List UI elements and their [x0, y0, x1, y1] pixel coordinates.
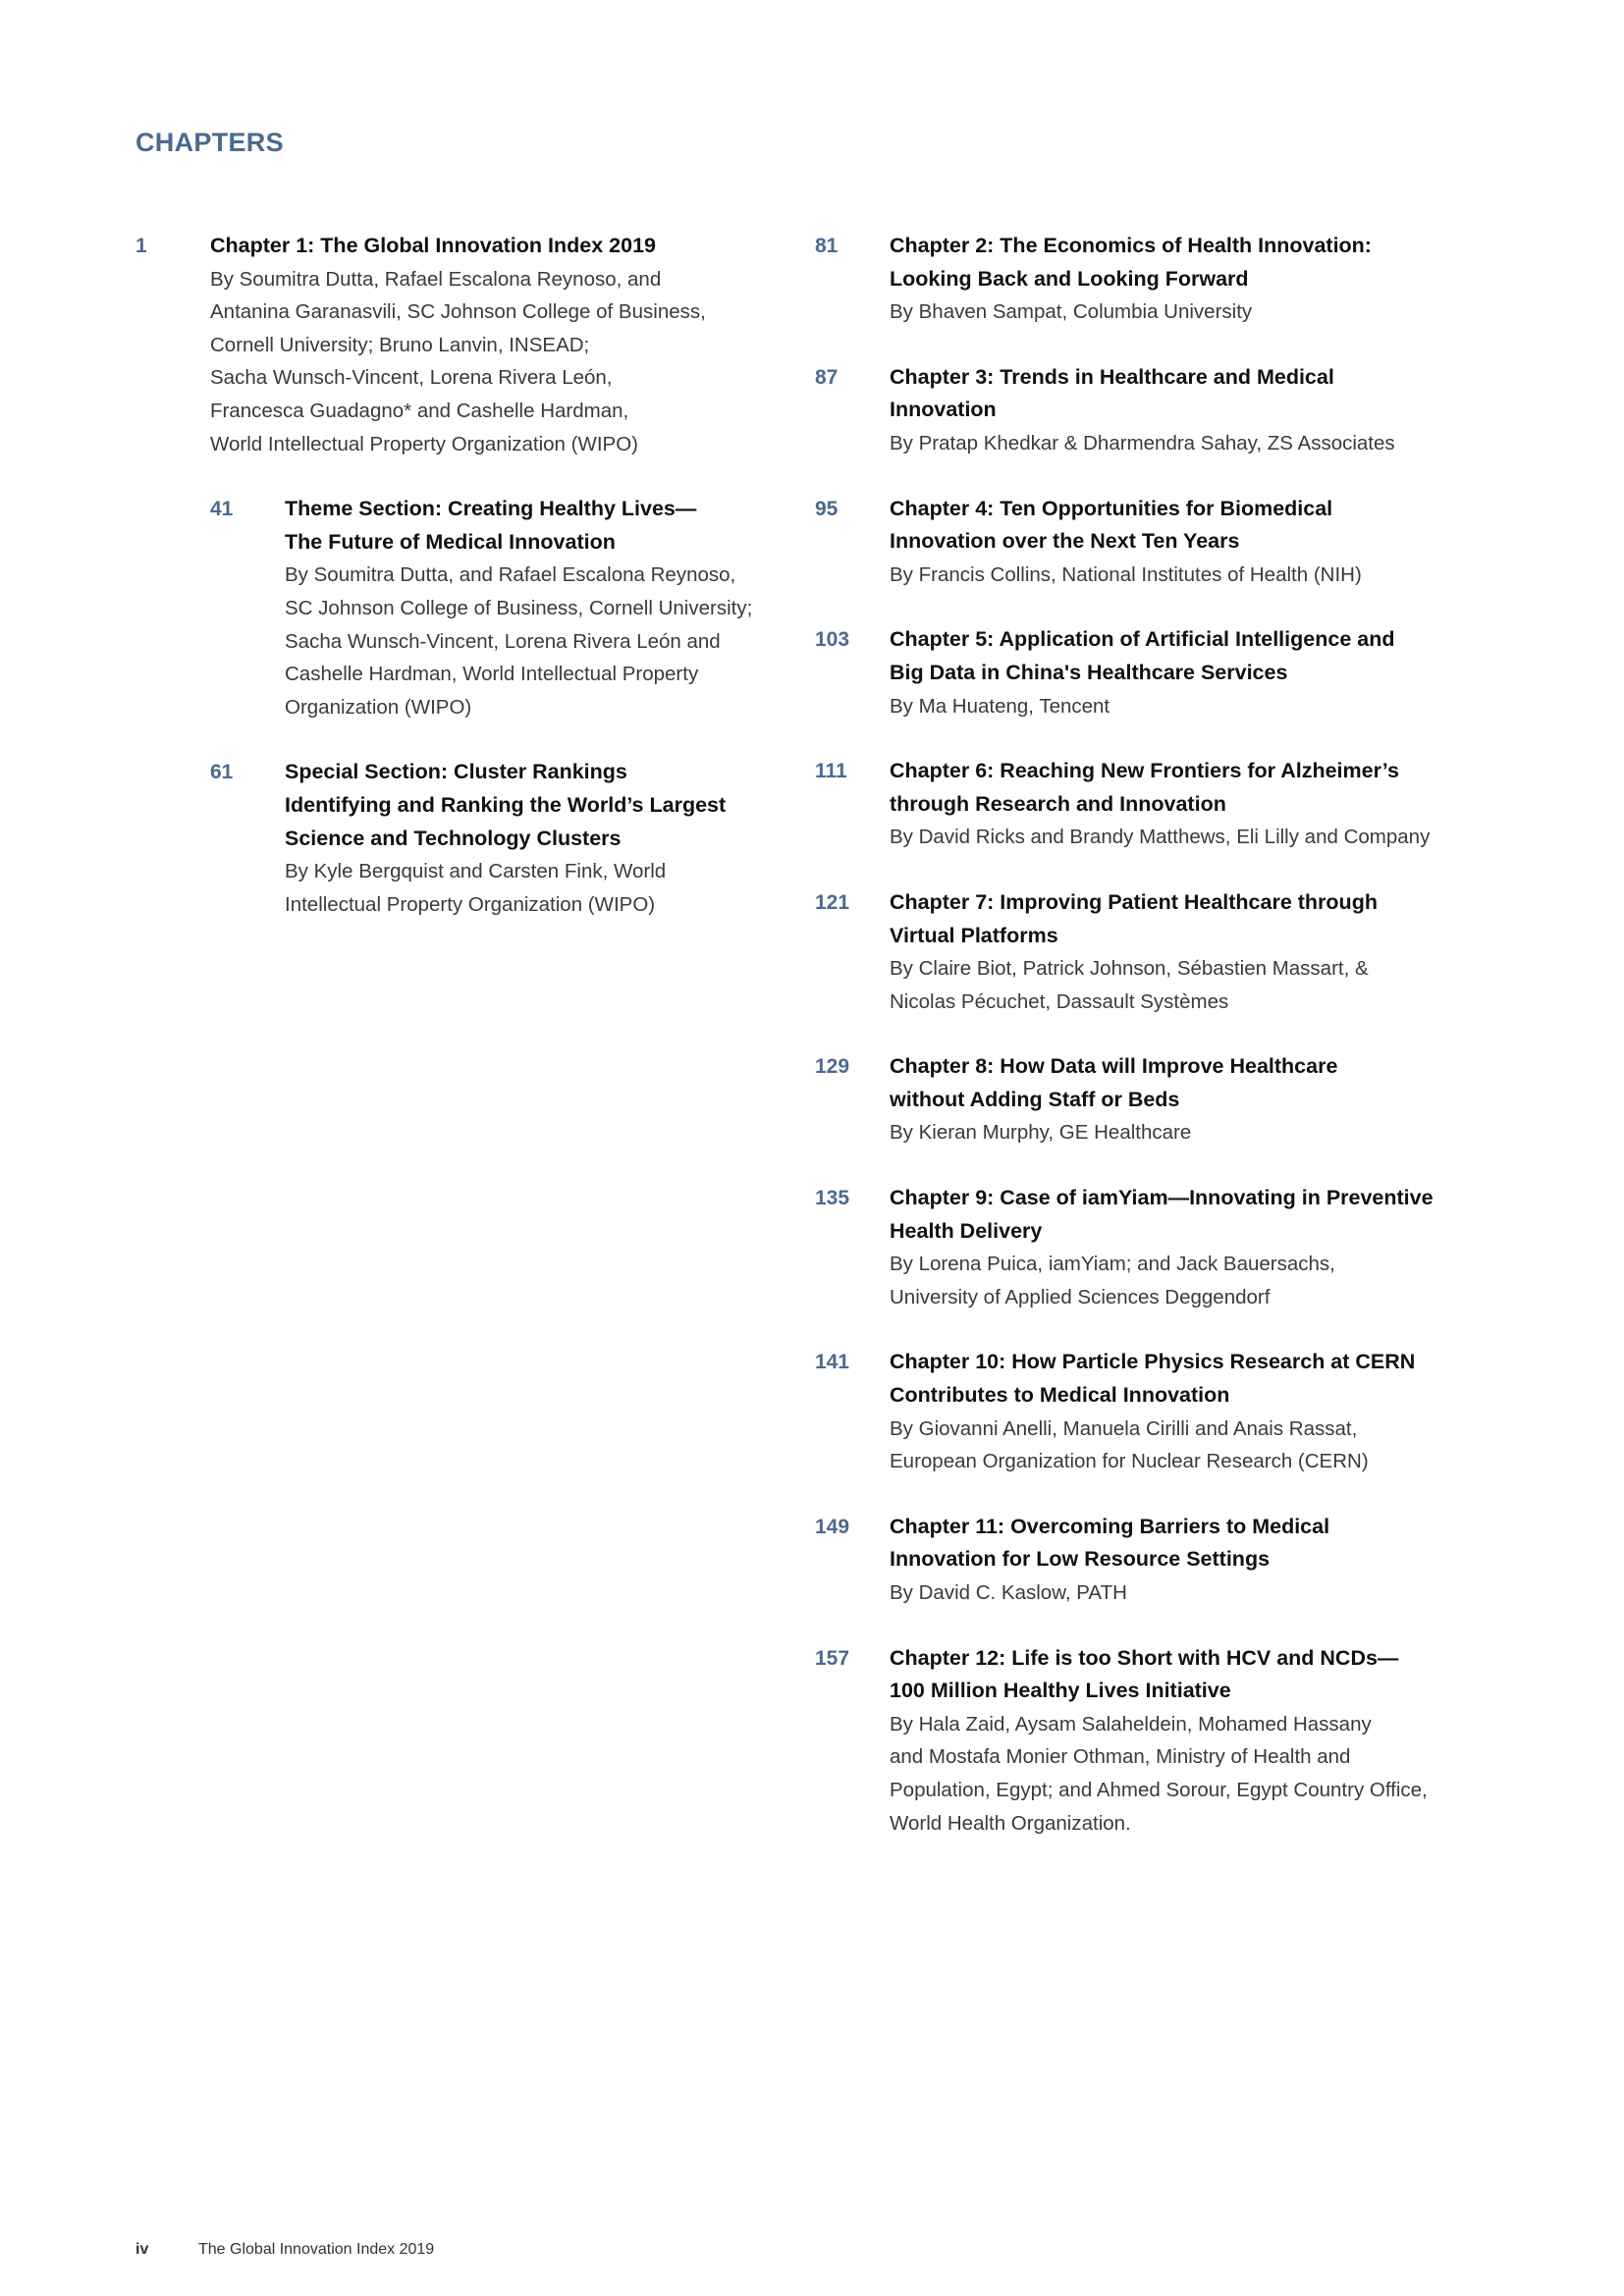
title-line: Chapter 12: Life is too Short with HCV and NCDs— [890, 1645, 1399, 1670]
title-line: Chapter 6: Reaching New Frontiers for Alzheimer’s [890, 759, 1399, 783]
entry-title [890, 493, 1483, 559]
page-number: 103 [815, 628, 850, 652]
author-line: Antanina Garanasvili, SC Johnson College of Business, [210, 300, 706, 324]
page-number: 41 [210, 498, 234, 521]
author-line: By Giovanni Anelli, Manuela Cirilli and Anais Rassat, [890, 1416, 1358, 1440]
entry-authors [890, 1413, 1483, 1478]
title-line: Chapter 1: The Global Innovation Index 2019 [210, 234, 656, 257]
title-line: Science and Technology Clusters [285, 826, 622, 850]
title-line: Chapter 4: Ten Opportunities for Biomedical [890, 496, 1333, 520]
author-line: Intellectual Property Organization (WIPO) [285, 892, 656, 916]
author-line: Cornell University; Bruno Lanvin, INSEAD; [210, 333, 590, 356]
toc-entry[interactable] [815, 1346, 1483, 1477]
entry-title [890, 755, 1483, 821]
author-line: By Soumitra Dutta, Rafael Escalona Reynoso, and [210, 267, 662, 291]
title-line: Looking Back and Looking Forward [890, 266, 1249, 291]
author-line: By Pratap Khedkar & Dharmendra Sahay, ZS Associates [890, 431, 1395, 454]
entry-authors [890, 295, 1483, 329]
author-line: European Organization for Nuclear Research (CERN) [890, 1450, 1369, 1473]
entry-title [890, 1511, 1483, 1576]
title-line: Virtual Platforms [890, 923, 1058, 947]
page-number: 61 [210, 761, 234, 784]
entry-authors [890, 1708, 1483, 1840]
toc-entry[interactable] [815, 230, 1483, 329]
toc-entry[interactable] [815, 886, 1483, 1018]
entry-title [890, 361, 1483, 427]
author-line: SC Johnson College of Business, Cornell University; [285, 596, 753, 619]
toc-entry[interactable] [815, 493, 1483, 592]
toc-entry[interactable] [815, 623, 1483, 722]
footer-publication-title: The Global Innovation Index 2019 [198, 2241, 435, 2258]
toc-entry[interactable] [135, 230, 784, 460]
author-line: Cashelle Hardman, World Intellectual Property [285, 663, 699, 686]
author-line: By David Ricks and Brandy Matthews, Eli Lilly and Company [890, 826, 1431, 849]
author-line: World Intellectual Property Organization (WIPO) [210, 432, 638, 455]
title-line: Innovation for Low Resource Settings [890, 1547, 1271, 1572]
title-line: Innovation [890, 398, 997, 422]
entry-title [890, 886, 1483, 952]
page-number: 111 [815, 760, 847, 783]
footer-page-number: iv [135, 2241, 149, 2258]
author-line: By Francis Collins, National Institutes of Health (NIH) [890, 562, 1362, 586]
entry-authors [890, 1576, 1483, 1610]
entry-authors [890, 1248, 1483, 1313]
entry-title [890, 1642, 1483, 1708]
toc-entry[interactable] [815, 1182, 1483, 1313]
toc-entry[interactable] [815, 1050, 1483, 1149]
entry-title [890, 230, 1483, 295]
title-line: Identifying and Ranking the World’s Largest [285, 792, 727, 817]
entry-title [285, 756, 784, 855]
title-line: Chapter 5: Application of Artificial Intelligence and [890, 627, 1395, 652]
title-line: Chapter 7: Improving Patient Healthcare through [890, 889, 1378, 914]
author-line: By Soumitra Dutta, and Rafael Escalona Reynoso, [285, 563, 736, 587]
page-number: 121 [815, 890, 850, 914]
page-number: 95 [815, 497, 839, 520]
title-line: Big Data in China's Healthcare Services [890, 660, 1288, 684]
page-number: 141 [815, 1351, 850, 1374]
page-number: 157 [815, 1646, 850, 1670]
title-line: Chapter 3: Trends in Healthcare and Medical [890, 364, 1334, 389]
title-line: Contributes to Medical Innovation [890, 1383, 1230, 1408]
page-heading: CHAPTERS [135, 128, 284, 157]
author-line: Francesca Guadagno* and Cashelle Hardman, [210, 399, 629, 422]
entry-authors [285, 855, 784, 921]
author-line: By Kyle Bergquist and Carsten Fink, World [285, 860, 667, 883]
toc-entry[interactable] [815, 1511, 1483, 1610]
entry-authors [890, 952, 1483, 1018]
entry-title [890, 623, 1483, 689]
author-line: By Claire Biot, Patrick Johnson, Sébastien Massart, & [890, 957, 1369, 981]
title-line: Chapter 8: How Data will Improve Healthcare [890, 1054, 1338, 1079]
page-number: 129 [815, 1055, 850, 1079]
author-line: Sacha Wunsch-Vincent, Lorena Rivera León and [285, 629, 721, 653]
title-line: Chapter 2: The Economics of Health Innovation: [890, 234, 1372, 257]
title-line: Innovation over the Next Ten Years [890, 529, 1240, 554]
page-number: 149 [815, 1515, 850, 1538]
author-line: World Health Organization. [890, 1811, 1131, 1835]
entry-authors [890, 559, 1483, 592]
title-line: The Future of Medical Innovation [285, 529, 616, 554]
title-line: through Research and Innovation [890, 791, 1226, 816]
toc-entry[interactable] [815, 755, 1483, 854]
entry-title [210, 230, 784, 263]
author-line: By Lorena Puica, iamYiam; and Jack Bauersachs, [890, 1253, 1335, 1276]
author-line: By Hala Zaid, Aysam Salaheldein, Mohamed Hassany [890, 1712, 1372, 1735]
entry-authors [210, 263, 784, 461]
page-footer [135, 2241, 434, 2259]
author-line: Population, Egypt; and Ahmed Sorour, Egypt Country Office, [890, 1778, 1428, 1801]
page-number: 81 [815, 235, 839, 257]
author-line: Organization (WIPO) [285, 695, 472, 719]
author-line: Sacha Wunsch-Vincent, Lorena Rivera León, [210, 366, 613, 390]
left-column [135, 230, 784, 953]
entry-authors [890, 690, 1483, 723]
author-line: By Ma Huateng, Tencent [890, 694, 1110, 718]
toc-entry[interactable] [815, 1642, 1483, 1841]
entry-authors [890, 427, 1483, 460]
author-line: By Bhaven Sampat, Columbia University [890, 300, 1253, 324]
author-line: University of Applied Sciences Deggendorf [890, 1285, 1271, 1308]
entry-authors [890, 1116, 1483, 1149]
entry-authors [285, 559, 784, 723]
title-line: Chapter 11: Overcoming Barriers to Medical [890, 1514, 1330, 1538]
entry-title [890, 1346, 1483, 1412]
title-line: Theme Section: Creating Healthy Lives— [285, 497, 697, 521]
entry-title [285, 493, 784, 559]
page-number: 1 [135, 235, 147, 257]
title-line: 100 Million Healthy Lives Initiative [890, 1679, 1231, 1703]
author-line: Nicolas Pécuchet, Dassault Systèmes [890, 989, 1229, 1013]
toc-entry[interactable] [210, 756, 784, 921]
page-number: 135 [815, 1187, 850, 1210]
entry-title [890, 1050, 1483, 1116]
title-line: without Adding Staff or Beds [890, 1087, 1180, 1111]
author-line: By David C. Kaslow, PATH [890, 1581, 1127, 1604]
right-column [815, 230, 1483, 1872]
entry-authors [890, 821, 1483, 854]
author-line: and Mostafa Monier Othman, Ministry of Health and [890, 1745, 1351, 1769]
title-line: Health Delivery [890, 1218, 1043, 1243]
toc-entry[interactable] [815, 361, 1483, 460]
title-line: Special Section: Cluster Rankings [285, 760, 627, 784]
title-line: Chapter 10: How Particle Physics Research at CERN [890, 1350, 1416, 1374]
page-number: 87 [815, 365, 839, 389]
entry-title [890, 1182, 1483, 1248]
title-line: Chapter 9: Case of iamYiam—Innovating in Preventive [890, 1186, 1434, 1210]
author-line: By Kieran Murphy, GE Healthcare [890, 1121, 1192, 1145]
toc-entry[interactable] [210, 493, 784, 723]
